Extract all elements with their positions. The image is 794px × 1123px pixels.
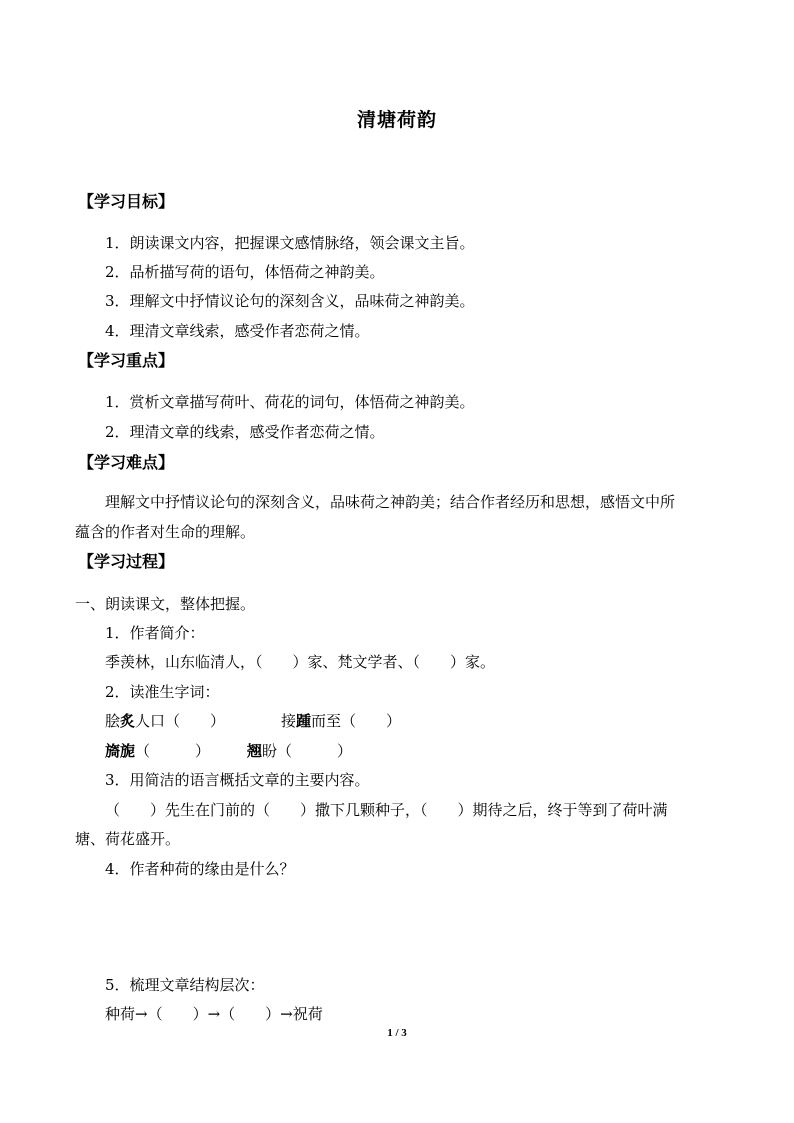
vocab-word-1-bold: 炙 [120,712,136,730]
question1-label: 1．作者简介： [105,624,205,642]
document-title: 清塘荷韵 [356,109,437,131]
vocab-word-2-bold: 踵 [296,712,312,730]
vocab-word-2-pre: 接 [281,712,297,730]
objective-item: 3．理解文中抒情议论句的深刻含义，品味荷之神韵美。 [105,292,475,310]
vocab-word-3 [105,741,210,761]
question3-line1: （ ）先生在门前的（ ）撒下几颗种子，（ ）期待之后，终于等到了荷叶满 [105,801,668,819]
vocab-word-3-post: （ ） [135,742,211,760]
objective-item: 4．理清文章线索，感受作者恋荷之情。 [105,322,370,340]
focus-item: 1．赏析文章描写荷叶、荷花的词句，体悟荷之神韵美。 [105,393,475,411]
vocab-word-4 [247,741,352,761]
question4-label: 4．作者种荷的缘由是什么？ [105,860,295,878]
objective-item: 2．品析描写荷的语句，体悟荷之神韵美。 [105,263,385,281]
vocab-word-4-bold: 翘 [247,742,263,760]
process-part1: 一、朗读课文，整体把握。 [75,595,256,613]
question3-line2: 塘、荷花盛开。 [75,830,181,848]
difficulty-text-line1: 理解文中抒情议论句的深刻含义，品味荷之神韵美；结合作者经历和思想，感悟文中所 [105,493,676,511]
question5-label: 5．梳理文章结构层次： [105,976,265,994]
difficulty-text-line2: 蕴含的作者对生命的理解。 [75,523,256,541]
objectives-heading: 【学习目标】 [78,192,175,211]
process-heading: 【学习过程】 [78,552,175,571]
vocab-word-3-bold: 旖旎 [105,742,136,760]
objective-item: 1．朗读课文内容，把握课文感情脉络，领会课文主旨。 [105,234,475,252]
question1-text: 季羡林，山东临清人，（ ）家、梵文学者、（ ）家。 [105,653,496,671]
page-number: 1 / 3 [387,1027,407,1039]
vocab-word-1-post: 人口（ ） [135,712,226,730]
question2-label: 2．读准生字词： [105,683,220,701]
vocab-word-1-pre: 脍 [105,712,121,730]
focus-heading: 【学习重点】 [78,351,175,370]
question3-label: 3．用简洁的语言概括文章的主要内容。 [105,771,370,789]
difficulty-heading: 【学习难点】 [78,453,175,472]
vocab-word-2-post: 而至（ ） [311,712,402,730]
vocab-word-1 [105,711,225,731]
vocab-word-4-post: 盼（ ） [262,742,353,760]
question5-text: 种荷→（ ）→（ ）→祝荷 [105,1005,323,1023]
focus-item: 2．理清文章的线索，感受作者恋荷之情。 [105,423,385,441]
vocab-word-2 [281,711,401,731]
